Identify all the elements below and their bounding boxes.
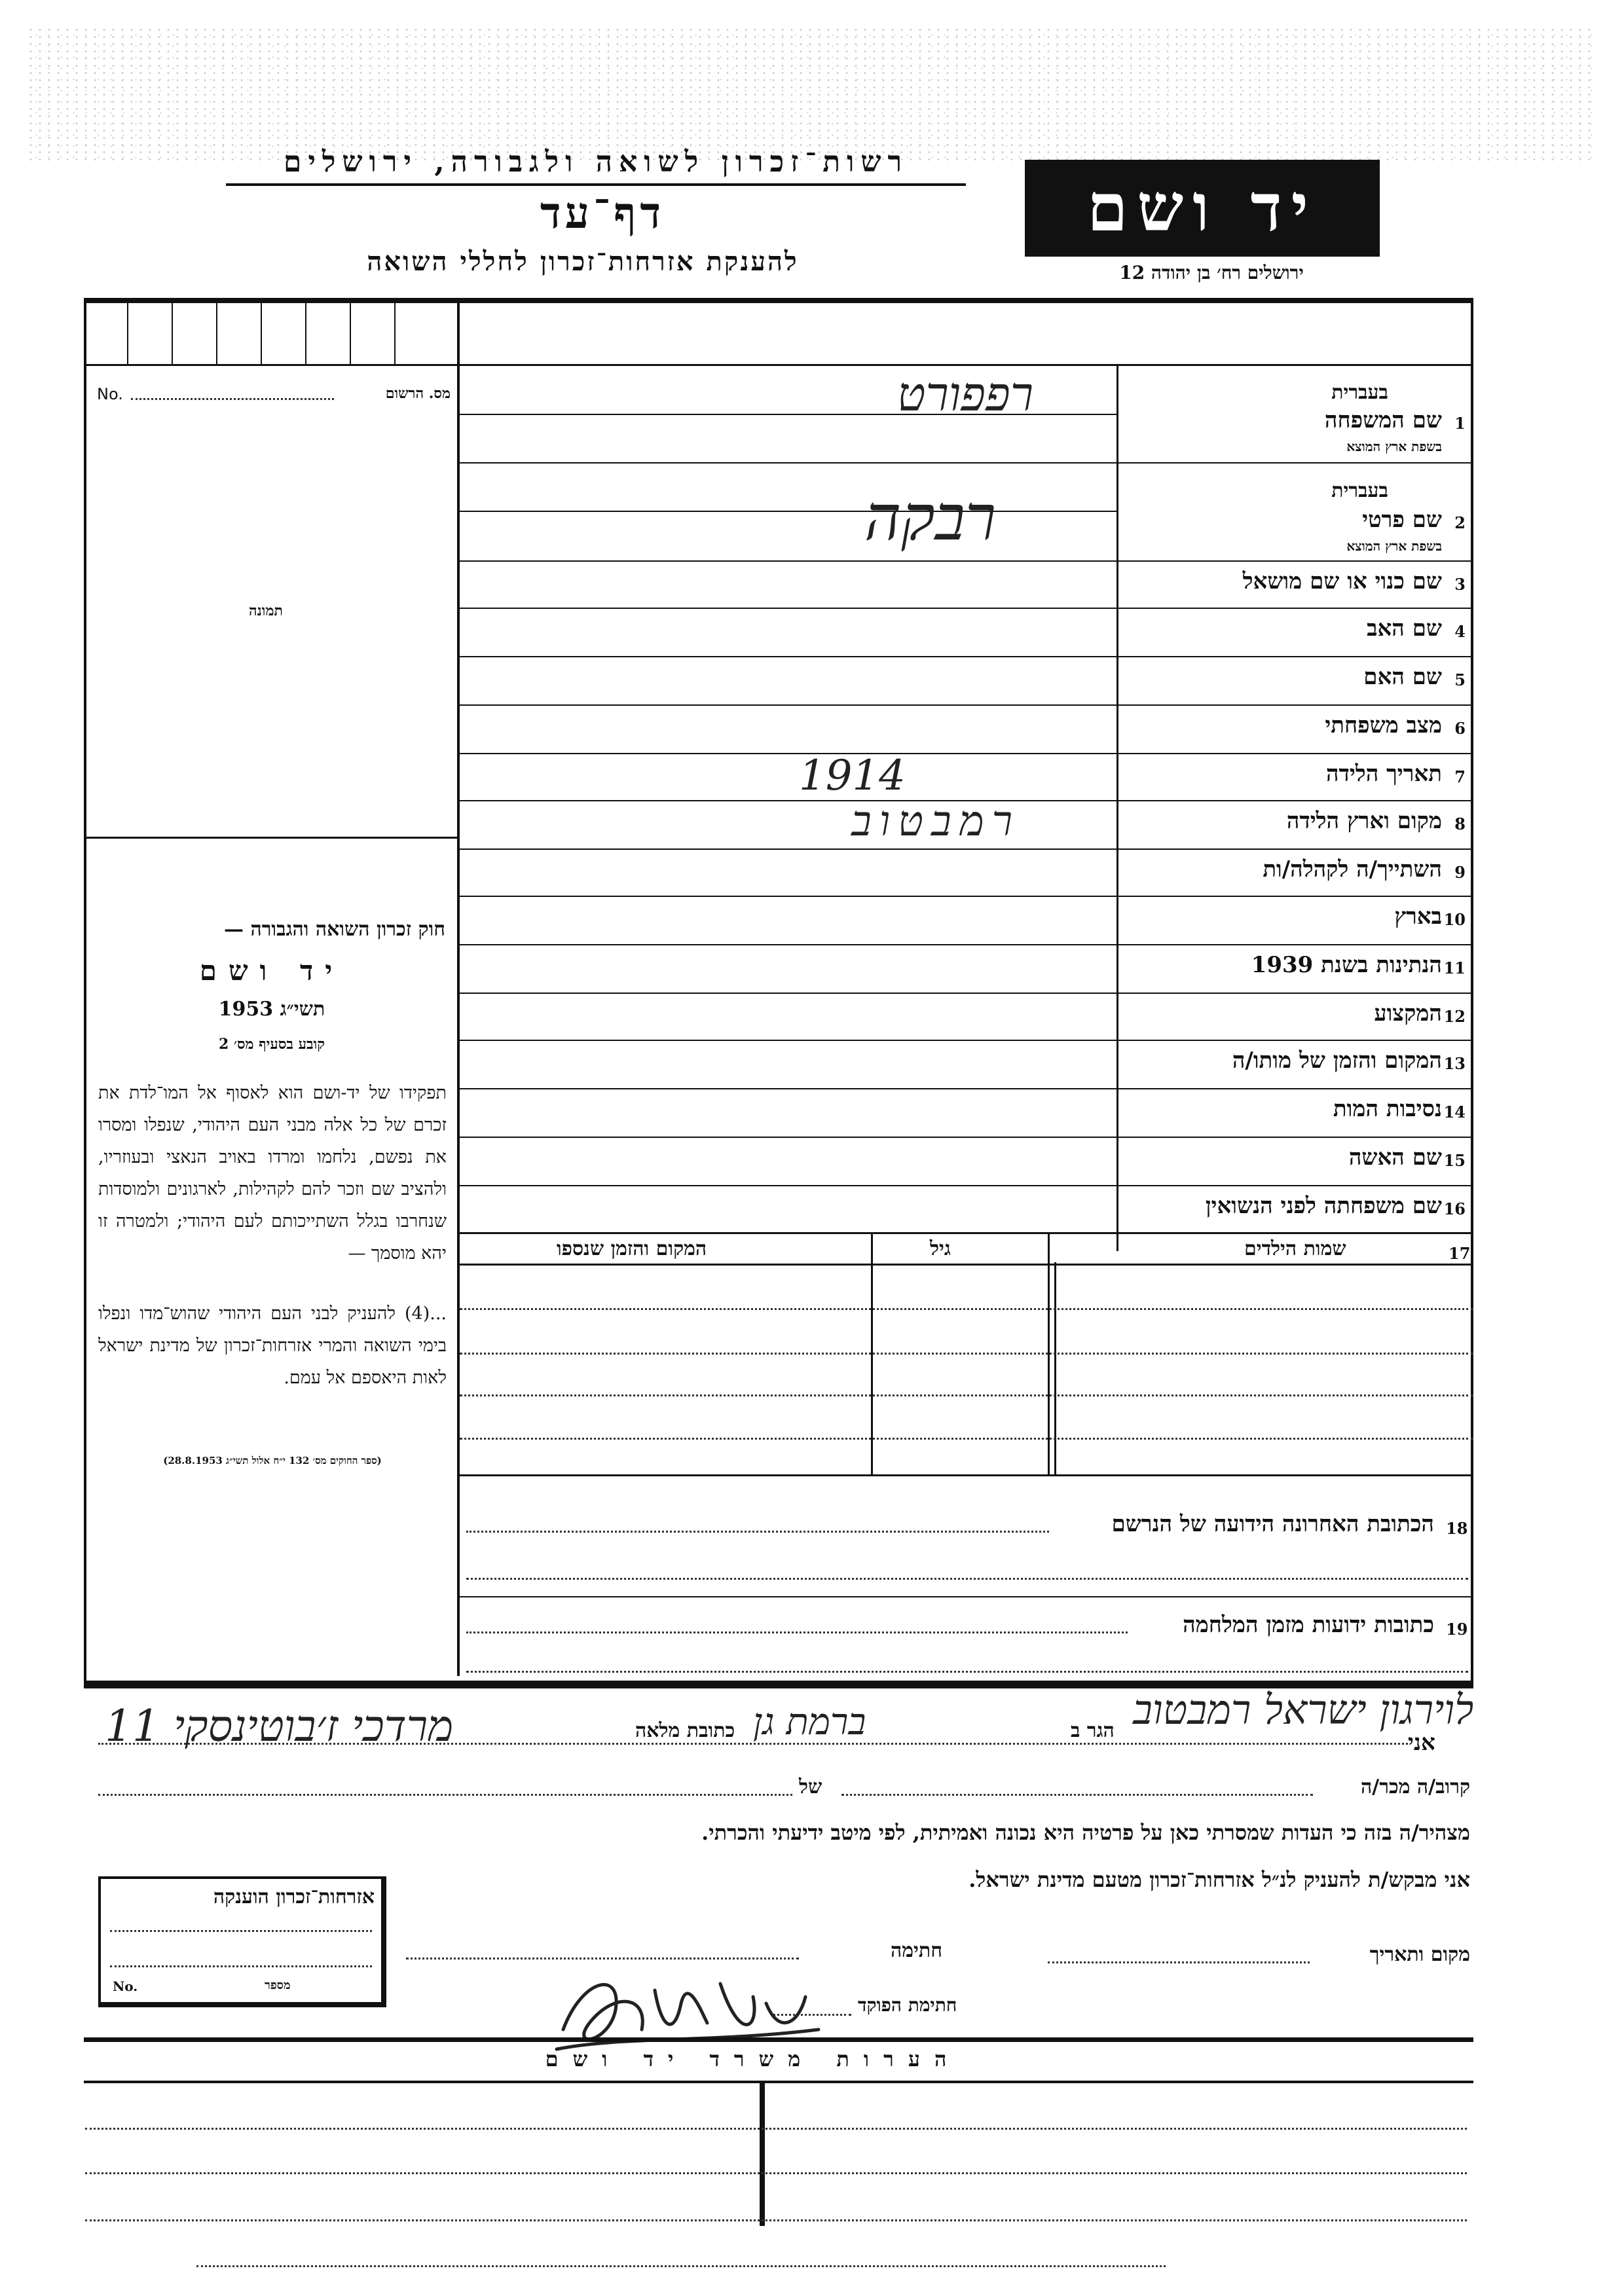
col-children-names: שמות הילדים — [1244, 1237, 1346, 1260]
decl-full-address: כתובת מלאה — [635, 1719, 735, 1742]
remarks-title: הערות משרד יד ושם — [545, 2047, 961, 2071]
photo-label: תמונה — [249, 602, 283, 619]
decl-signature: חתימה — [891, 1939, 942, 1962]
decl-officer-signature: חתימת הפוקד — [858, 1994, 957, 2016]
field-birth-place: מקום וארץ הלידה 8 — [1286, 808, 1466, 834]
citizenship-granted-box: אזרחות־זכרון הוענקה No. מספר — [98, 1876, 386, 2007]
handwritten-birth-place: רמבטוב — [851, 797, 1021, 846]
law-year: תשי״ג 1953 — [218, 998, 325, 1021]
field-community: השתייך/ה לקהלה/ות 9 — [1263, 856, 1466, 883]
field-marital-status: מצב משפחתי 6 — [1325, 712, 1466, 738]
yad-vashem-logo: יד ושם — [1025, 160, 1380, 257]
field-death-circumstances: נסיבות המות 14 — [1333, 1096, 1466, 1122]
form-title: דף־עד — [540, 187, 665, 238]
col-children-age: גיל — [930, 1237, 951, 1260]
decl-statement: מצהיר/ה בזה כי העדות שמסרתי כאן על פרטיה היא נכונה ואמיתית, לפי מיטב ידיעתי והכרתי. — [701, 1820, 1470, 1845]
law-title: חוק זכרון השואה והגבורה — — [224, 918, 445, 941]
handwritten-witness-name: לוירגון ישראל רמבטוב — [1133, 1686, 1474, 1734]
field-death-place-time: המקום והזמן של מותו/ה 13 — [1232, 1048, 1466, 1074]
handwritten-birth-date: 1914 — [799, 752, 906, 800]
left-column-divider — [457, 301, 460, 1676]
field-family-name: בעברית שם המשפחה 1 בשפת ארץ המוצא — [1324, 381, 1466, 454]
decl-ani: אני — [1408, 1730, 1435, 1756]
org-name: רשות־זכרון לשואה ולגבורה, ירושלים — [283, 145, 909, 179]
field-birth-date: תאריך הלידה 7 — [1325, 761, 1466, 787]
field-father-name: שם האב 4 — [1367, 615, 1466, 642]
field-maiden-name: שם משפחתה לפני הנשואין 16 — [1205, 1193, 1466, 1219]
law-reference: (ספר החוקים מס׳ 132 י״ח אלול תשי״ג 28.8.1953) — [163, 1455, 382, 1467]
decl-gar-b: הגר ב — [1071, 1719, 1115, 1742]
field-citizenship-1939: הנתינות בשנת 1939 11 — [1251, 952, 1466, 978]
children-field-number: 17 — [1449, 1244, 1471, 1263]
handwritten-first-name: רבקה — [864, 481, 997, 555]
decl-request: אני מבקש/ת להעניק לנ״ל אזרחות־זכרון מטעם מדינת ישראל. — [969, 1867, 1470, 1892]
law-name: יד ושם — [199, 955, 344, 987]
remarks-center-divider — [760, 2082, 765, 2226]
decl-relative: קרוב/ה מכר/ה — [1361, 1776, 1470, 1798]
org-underline — [226, 183, 966, 186]
scan-noise — [26, 26, 1598, 164]
decl-place-date: מקום ותאריך — [1369, 1943, 1470, 1966]
registration-number: No. מס. הרשום — [97, 385, 451, 403]
handwritten-witness-city: ברמת גן — [753, 1701, 866, 1743]
logo-address: ירושלים רח׳ בן יהודה 12 — [1119, 262, 1304, 283]
law-section: קובע בסעיף מס׳ 2 — [218, 1036, 325, 1053]
form-subtitle: להענקת אזרחות־זכרון לחללי השואה — [367, 246, 799, 277]
law-paragraph-2: ...(4) להעניק לבני העם היהודי שהוש־מדו ונפלו בימי השואה והמרי אזרחות־זכרון של מדינת ישראל לאות היאספם אל עמם. — [98, 1303, 447, 1388]
handwritten-family-name: רפפורט — [897, 367, 1034, 422]
field-nickname: שם כנוי או שם מושאל 3 — [1242, 568, 1466, 594]
col-death-place-time: המקום והזמן שנספו — [557, 1237, 707, 1260]
field-first-name: בעברית שם פרטי 2 בשפת ארץ המוצא — [1331, 479, 1466, 554]
decl-of: של — [799, 1776, 822, 1798]
officer-signature-scribble — [544, 1951, 832, 2062]
field-country: בארץ 10 — [1394, 903, 1466, 930]
field-mother-name: שם האם 5 — [1363, 664, 1466, 690]
law-paragraph-1: תפקידו של יד-ושם הוא לאסוף אל המו־לדת את זכרם של כל אלה מבני העם היהודי, שנפלו ומסרו את נפשם, נלחמו ומרדו באויב הנאצי ובעוזריו, ולהציב שם וזכר להם לקהילות, לארגונים ולמוסדות שנחרבו בגלל השתייכותם לעם היהודי; ולמטרה זו יהא מוסמך — — [98, 1083, 447, 1264]
field-wife-name: שם האשה 15 — [1348, 1144, 1466, 1171]
handwritten-witness-address: מרדכי ז׳בוטינסקי 11 — [105, 1701, 454, 1751]
field-profession: המקצוע 12 — [1374, 1000, 1466, 1027]
